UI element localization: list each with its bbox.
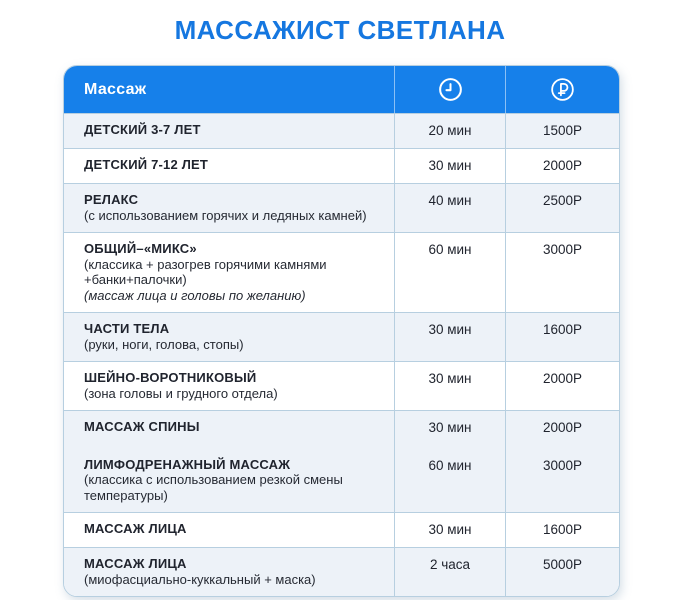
service-duration: 30 мин — [394, 513, 505, 547]
service-name: ЛИМФОДРЕНАЖНЫЙ МАССАЖ — [84, 456, 291, 472]
service-duration: 30 мин — [394, 362, 505, 410]
table-body — [64, 113, 619, 596]
service-name-cell — [64, 149, 394, 183]
clock-icon — [437, 76, 464, 103]
service-details: (руки, ноги, голова, стопы) — [84, 337, 244, 353]
service-note: (массаж лица и головы по желанию) — [84, 288, 306, 304]
service-details: (миофасциально-куккальный + маска) — [84, 572, 316, 588]
service-details: (зона головы и грудного отдела) — [84, 385, 278, 401]
table-header-duration — [394, 66, 505, 113]
service-name-cell — [64, 313, 394, 361]
service-name: РЕЛАКС — [84, 192, 139, 207]
service-name-cell — [64, 114, 394, 148]
service-details: (классика с использованием резкой смены температуры) — [84, 472, 343, 504]
service-duration: 2 часа — [394, 548, 505, 596]
table-row — [64, 410, 619, 513]
service-name-cell — [64, 548, 394, 596]
service-name: ДЕТСКИЙ 7-12 ЛЕТ — [84, 157, 209, 172]
service-price: 2000Р — [505, 149, 619, 183]
service-duration: 60 мин — [394, 233, 505, 312]
service-name-cell — [64, 184, 394, 232]
service-duration: 20 мин — [394, 114, 505, 148]
service-name: МАССАЖ ЛИЦА — [84, 556, 187, 572]
table-row — [64, 113, 619, 148]
table-row — [64, 312, 619, 361]
service-entry — [64, 449, 619, 513]
page — [0, 15, 680, 597]
service-name: МАССАЖ СПИНЫ — [84, 418, 200, 434]
table-row — [64, 232, 619, 312]
service-duration: 40 мин — [394, 184, 505, 232]
service-name: ОБЩИЙ–«МИКС» — [84, 240, 197, 256]
table-row — [64, 361, 619, 410]
service-entry — [64, 513, 619, 547]
service-price: 3000Р — [505, 449, 619, 513]
price-table — [63, 65, 620, 597]
service-name: МАССАЖ ЛИЦА — [84, 521, 187, 537]
service-details: (с использованием горячих и ледяных камней) — [84, 207, 367, 223]
service-name: ШЕЙНО-ВОРОТНИКОВЫЙ — [84, 369, 257, 385]
service-price: 5000Р — [505, 548, 619, 596]
service-entry — [64, 114, 619, 148]
service-price: 1600Р — [505, 313, 619, 361]
table-row — [64, 183, 619, 232]
service-duration: 60 мин — [394, 449, 505, 513]
service-price: 3000Р — [505, 233, 619, 312]
table-header-row — [64, 66, 619, 113]
table-row — [64, 148, 619, 183]
service-entry — [64, 233, 619, 312]
service-name: ДЕТСКИЙ 3-7 ЛЕТ — [84, 122, 201, 137]
service-duration: 30 мин — [394, 411, 505, 449]
service-entry — [64, 184, 619, 232]
service-name-cell — [64, 233, 394, 312]
service-duration: 30 мин — [394, 149, 505, 183]
service-name-cell — [64, 362, 394, 410]
service-name-cell — [64, 449, 394, 513]
service-entry — [64, 149, 619, 183]
service-price: 2000Р — [505, 411, 619, 449]
service-name: ЧАСТИ ТЕЛА — [84, 321, 170, 337]
table-row — [64, 547, 619, 596]
service-entry — [64, 548, 619, 596]
service-duration: 30 мин — [394, 313, 505, 361]
table-header-price — [505, 66, 619, 113]
page-title: МАССАЖИСТ СВЕТЛАНА — [174, 15, 506, 45]
service-price: 2500Р — [505, 184, 619, 232]
service-price: 1500Р — [505, 114, 619, 148]
table-header-service: Массаж — [84, 80, 147, 98]
service-name-cell — [64, 513, 394, 547]
service-entry — [64, 411, 619, 449]
table-row — [64, 512, 619, 547]
service-details: (классика + разогрев горячими камнями +банки+палочки) — [84, 256, 327, 288]
ruble-icon — [549, 76, 576, 103]
service-name-cell — [64, 411, 394, 449]
service-price: 2000Р — [505, 362, 619, 410]
service-entry — [64, 362, 619, 410]
service-entry — [64, 313, 619, 361]
service-price: 1600Р — [505, 513, 619, 547]
